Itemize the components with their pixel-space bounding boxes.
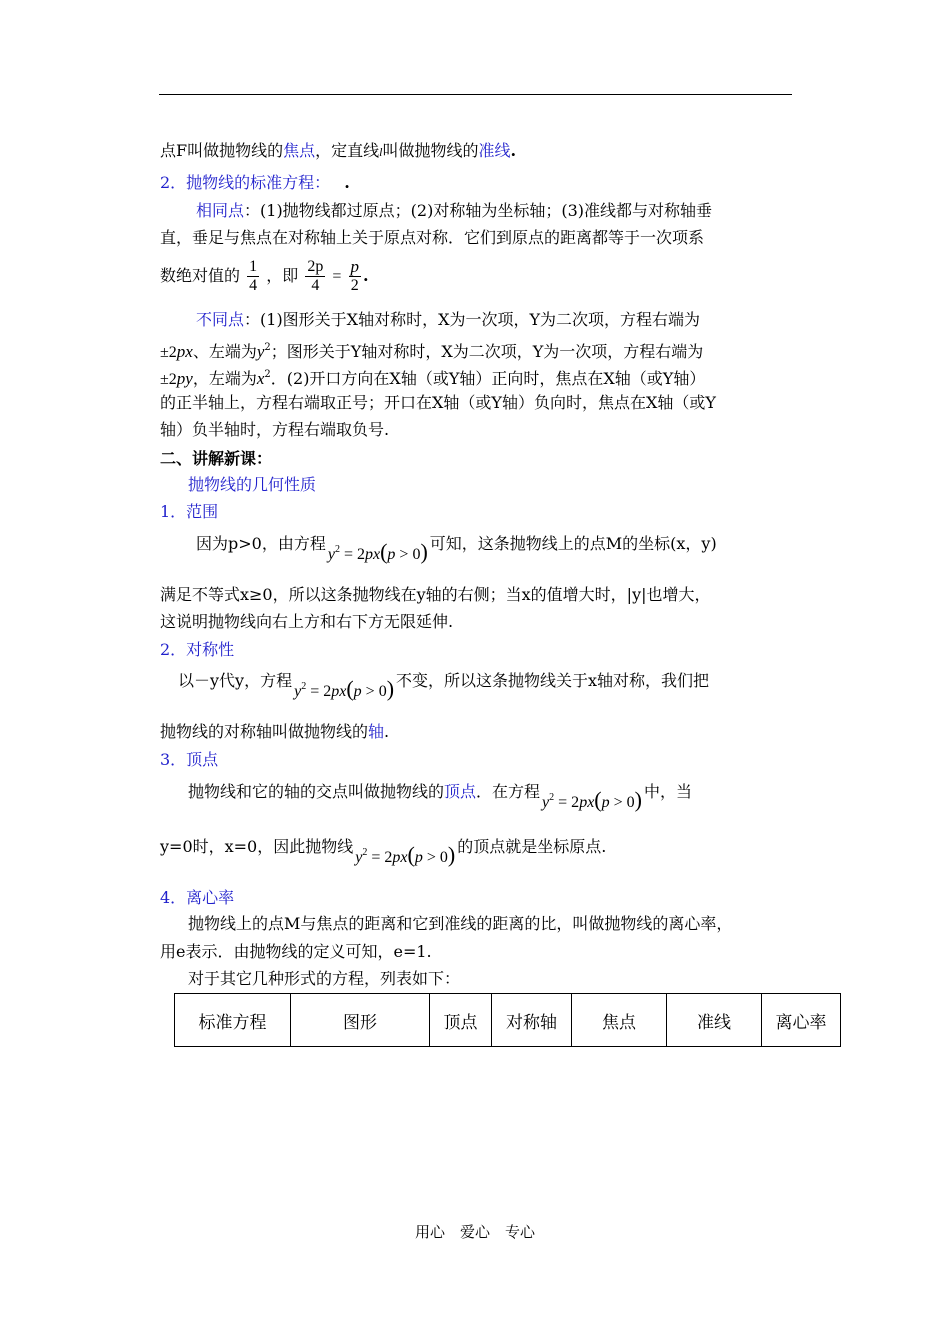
term-vertex: 顶点 (444, 782, 477, 801)
header-directrix: 准线 (667, 994, 762, 1047)
header-vertex: 顶点 (430, 994, 492, 1047)
heading-eccentricity: 4．离心率 (160, 888, 235, 907)
section-standard-equation: 2．抛物线的标准方程： . (160, 173, 350, 192)
symmetry-paragraph: 以－y代y，方程$y^2 = 2px(p > 0)$ 不变，所以这条抛物线关于x轴对称，我们把 (178, 671, 710, 701)
parabola-properties-table (174, 993, 841, 1047)
header-rule (159, 94, 792, 95)
eccentricity-paragraph: 抛物线上的点M与焦点的距离和它到准线的距离的比，叫做抛物线的离心率， (188, 914, 733, 933)
term-axis: 轴 (368, 722, 385, 741)
subtitle-geometric-properties: 抛物线的几何性质 (188, 475, 317, 494)
directrix-symbol: l (379, 145, 383, 159)
equation-y2-2px: $y^2 = 2px(p > 0)$ (294, 676, 395, 701)
differences-line-5: 轴）负半轴时，方程右端取负号. (160, 420, 390, 439)
range-paragraph: 因为p>0，由方程$y^2 = 2px(p > 0)$ 可知，这条抛物线上的点M的坐标(x，y) (196, 534, 717, 564)
label-differences: 不同点 (196, 310, 245, 329)
page-footer: 用心 爱心 专心 (414, 1223, 535, 1241)
section-new-lesson: 二、讲解新课： (160, 449, 273, 468)
table-intro: 对于其它几种形式的方程，列表如下： (188, 969, 461, 988)
equation-y2-2px: $y^2 = 2px(p > 0)$ (542, 787, 642, 812)
heading-symmetry: 2．对称性 (160, 640, 235, 659)
differences-line-3: ±2py，左端为$x^2$．(2)开口方向在X轴（或Y轴）正向时，焦点在X轴（或Y轴） (160, 369, 706, 388)
similarities-line-2: 直，垂足与焦点在对称轴上关于原点对称．它们到原点的距离都等于一次项系 (160, 228, 705, 247)
label-similarities: 相同点 (196, 201, 245, 220)
fraction-2p-over-4: $\frac{2p}{4}$ (307, 258, 324, 294)
symmetry-line-2: 抛物线的对称轴叫做抛物线的轴. (160, 722, 390, 741)
equation-y2-2px: $y^2 = 2px(p > 0)$ (327, 539, 428, 564)
term-focus: 焦点 (283, 141, 316, 160)
eccentricity-line-2: 用e表示．由抛物线的定义可知，e=1. (160, 942, 432, 961)
focus-directrix-definition: 点F叫做抛物线的焦点，定直线l叫做抛物线的准线. (160, 141, 517, 160)
range-line-2: 满足不等式x≥0，所以这条抛物线在y轴的右侧；当x的值增大时，|y|也增大， (160, 585, 711, 604)
fraction-one-quarter: $\frac{1}{4}$ (249, 258, 258, 294)
vertex-paragraph: 抛物线和它的轴的交点叫做抛物线的顶点．在方程$y^2 = 2px(p > 0)$ 中，当 (188, 782, 692, 812)
differences-line-4: 的正半轴上，方程右端取正号；开口在X轴（或Y轴）负向时，焦点在X轴（或Y (160, 393, 716, 412)
header-eccentricity: 离心率 (762, 994, 841, 1047)
term-directrix: 准线 (478, 141, 511, 160)
fraction-p-over-2: $\frac{p}{2}$ (350, 257, 360, 294)
header-focus: 焦点 (572, 994, 667, 1047)
similarities-paragraph: 相同点：(1)抛物线都过原点；(2)对称轴为坐标轴；(3)准线都与对称轴垂 (196, 201, 713, 220)
header-axis-of-symmetry: 对称轴 (492, 994, 572, 1047)
table-header-row (175, 994, 841, 1047)
equation-y2-2px: $y^2 = 2px(p > 0)$ (355, 842, 456, 867)
differences-paragraph: 不同点：(1)图形关于X轴对称时，X为一次项，Y为二次项，方程右端为 (196, 310, 701, 329)
heading-vertex: 3．顶点 (160, 750, 219, 769)
header-standard-equation: 标准方程 (175, 994, 291, 1047)
heading-range: 1．范围 (160, 502, 219, 521)
similarities-line-3: 数绝对值的 $\frac{1}{4}$ ，即 $\frac{2p}{4}$ = $\frac{p}{2}$ . (160, 257, 369, 294)
differences-line-2: ±2px、左端为$y^2$；图形关于Y轴对称时，X为二次项，Y为一次项，方程右端为 (160, 342, 704, 361)
header-graph: 图形 (291, 994, 430, 1047)
vertex-line-2: y=0时，x=0，因此抛物线$y^2 = 2px(p > 0)$ 的顶点就是坐标原点. (160, 837, 607, 867)
range-line-3: 这说明抛物线向右上方和右下方无限延伸. (160, 612, 454, 631)
